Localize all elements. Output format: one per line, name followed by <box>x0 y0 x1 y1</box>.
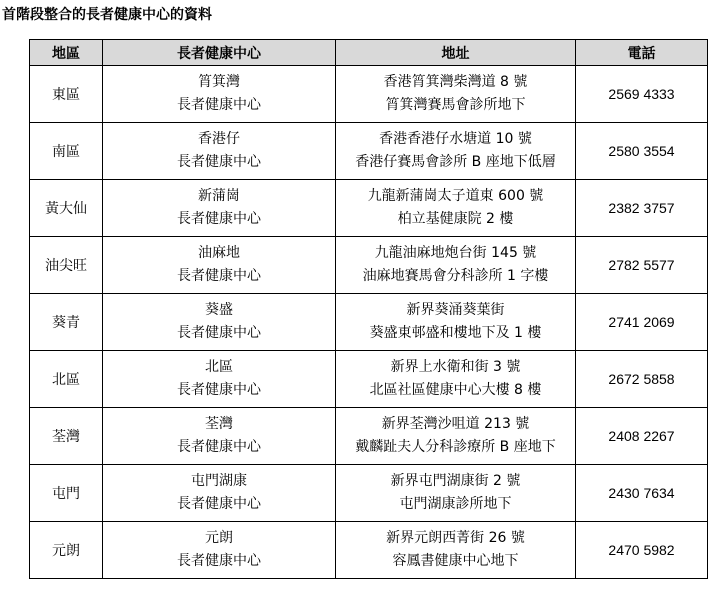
district-cell: 元朗 <box>30 522 103 579</box>
address-cell <box>336 180 576 237</box>
centre-name-line: 長者健康中心 <box>177 211 261 227</box>
table-row <box>30 351 708 408</box>
address-line: 柏立基健康院 2 樓 <box>397 211 514 227</box>
phone-cell: 2569 4333 <box>576 66 708 123</box>
address-cell <box>336 123 576 180</box>
centre-name-line: 香港仔 <box>198 131 240 147</box>
district-cell: 荃灣 <box>30 408 103 465</box>
header-address: 地址 <box>336 40 576 66</box>
phone-cell: 2672 5858 <box>576 351 708 408</box>
district-cell: 南區 <box>30 123 103 180</box>
phone-cell: 2470 5982 <box>576 522 708 579</box>
district-cell: 東區 <box>30 66 103 123</box>
district-cell: 北區 <box>30 351 103 408</box>
centre-name-line: 長者健康中心 <box>177 325 261 341</box>
header-row <box>30 40 708 66</box>
centre-name-line: 長者健康中心 <box>177 268 261 284</box>
table-row <box>30 408 708 465</box>
address-line: 戴麟趾夫人分科診療所 B 座地下 <box>355 439 556 455</box>
address-line: 筲箕灣賽馬會診所地下 <box>385 97 526 113</box>
address-line: 香港筲箕灣柴灣道 8 號 <box>383 74 528 90</box>
centre-name-line: 油麻地 <box>198 245 240 261</box>
district-cell: 屯門 <box>30 465 103 522</box>
table-body <box>30 66 708 579</box>
header-centre: 長者健康中心 <box>103 40 336 66</box>
phone-cell: 2430 7634 <box>576 465 708 522</box>
address-cell <box>336 408 576 465</box>
table-row <box>30 465 708 522</box>
address-line: 九龍新蒲崗太子道東 600 號 <box>367 188 544 204</box>
address-cell <box>336 294 576 351</box>
centre-name-line: 筲箕灣 <box>198 74 240 90</box>
table-row <box>30 294 708 351</box>
address-line: 容鳳書健康中心地下 <box>392 553 519 569</box>
address-line: 新界元朗西菁街 26 號 <box>386 530 525 546</box>
header-phone: 電話 <box>576 40 708 66</box>
address-line: 香港仔賽馬會診所 B 座地下低層 <box>355 154 556 170</box>
address-cell <box>336 66 576 123</box>
centre-cell <box>103 351 336 408</box>
centre-cell <box>103 408 336 465</box>
centre-name-line: 新蒲崗 <box>198 188 240 204</box>
district-cell: 油尖旺 <box>30 237 103 294</box>
address-cell <box>336 465 576 522</box>
centre-cell <box>103 465 336 522</box>
centre-name-line: 長者健康中心 <box>177 439 261 455</box>
centre-name-line: 長者健康中心 <box>177 553 261 569</box>
address-line: 北區社區健康中心大樓 8 樓 <box>369 382 542 398</box>
address-line: 新界屯門湖康街 2 號 <box>390 473 521 489</box>
address-cell <box>336 351 576 408</box>
phone-cell: 2741 2069 <box>576 294 708 351</box>
address-line: 香港香港仔水塘道 10 號 <box>379 131 532 147</box>
table-row <box>30 522 708 579</box>
centre-name-line: 荃灣 <box>205 416 233 432</box>
centre-name-line: 屯門湖康 <box>191 473 247 489</box>
centre-cell <box>103 294 336 351</box>
health-centre-table <box>29 39 708 579</box>
phone-cell: 2382 3757 <box>576 180 708 237</box>
address-line: 屯門湖康診所地下 <box>399 496 512 512</box>
centre-cell <box>103 123 336 180</box>
table-row <box>30 66 708 123</box>
centre-name-line: 長者健康中心 <box>177 97 261 113</box>
centre-name-line: 長者健康中心 <box>177 154 261 170</box>
address-line: 新界上水衛和街 3 號 <box>390 359 521 375</box>
centre-name-line: 元朗 <box>205 530 233 546</box>
centre-cell <box>103 522 336 579</box>
district-cell: 葵青 <box>30 294 103 351</box>
table-row <box>30 180 708 237</box>
address-line: 九龍油麻地炮台街 145 號 <box>374 245 537 261</box>
header-district: 地區 <box>30 40 103 66</box>
district-cell: 黃大仙 <box>30 180 103 237</box>
address-line: 葵盛東邨盛和樓地下及 1 樓 <box>369 325 542 341</box>
address-line: 油麻地賽馬會分科診所 1 字樓 <box>362 268 549 284</box>
phone-cell: 2580 3554 <box>576 123 708 180</box>
table-row <box>30 123 708 180</box>
table-row <box>30 237 708 294</box>
address-line: 新界葵涌葵葉街 <box>406 302 505 318</box>
address-cell <box>336 237 576 294</box>
centre-cell <box>103 66 336 123</box>
phone-cell: 2782 5577 <box>576 237 708 294</box>
centre-cell <box>103 180 336 237</box>
centre-name-line: 葵盛 <box>205 302 233 318</box>
centre-name-line: 北區 <box>205 359 233 375</box>
address-line: 新界荃灣沙咀道 213 號 <box>381 416 530 432</box>
address-cell <box>336 522 576 579</box>
document-title: 首階段整合的長者健康中心的資料 <box>2 7 212 23</box>
centre-cell <box>103 237 336 294</box>
centre-name-line: 長者健康中心 <box>177 382 261 398</box>
phone-cell: 2408 2267 <box>576 408 708 465</box>
centre-name-line: 長者健康中心 <box>177 496 261 512</box>
